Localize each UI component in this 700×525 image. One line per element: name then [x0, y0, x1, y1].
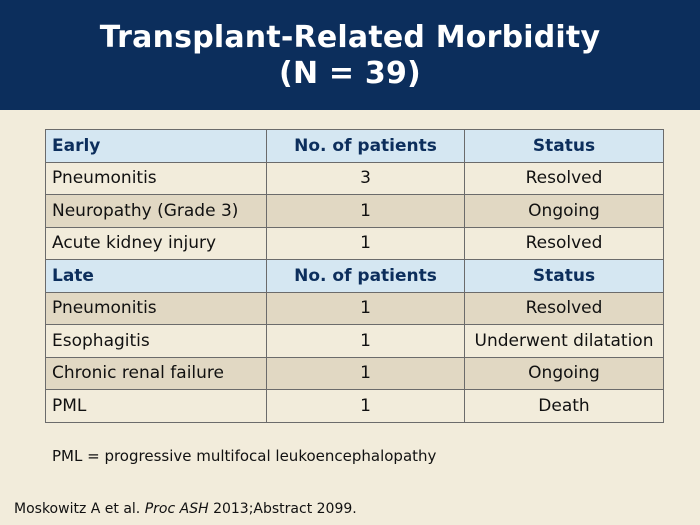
column-header-patients: No. of patients — [267, 130, 465, 163]
status-cell: Ongoing — [465, 195, 664, 228]
citation-authors: Moskowitz A et al. — [14, 501, 141, 517]
table-row — [46, 390, 664, 423]
abbreviation-footnote: PML = progressive multifocal leukoencephalopathy — [52, 447, 437, 465]
citation — [14, 501, 357, 517]
patients-cell: 1 — [267, 227, 465, 260]
event-cell: Pneumonitis — [46, 292, 267, 325]
table-row — [46, 162, 664, 195]
status-cell: Resolved — [465, 162, 664, 195]
column-header-status: Status — [465, 130, 664, 163]
table-row — [46, 227, 664, 260]
patients-cell: 1 — [267, 325, 465, 358]
column-header-status: Status — [465, 260, 664, 293]
morbidity-table — [45, 129, 664, 423]
table-row — [46, 325, 664, 358]
slide-title: Transplant-Related Morbidity — [99, 20, 601, 55]
status-cell: Ongoing — [465, 357, 664, 390]
status-cell: Death — [465, 390, 664, 423]
event-cell: Chronic renal failure — [46, 357, 267, 390]
table-row — [46, 292, 664, 325]
patients-cell: 1 — [267, 390, 465, 423]
status-cell: Resolved — [465, 227, 664, 260]
status-cell: Resolved — [465, 292, 664, 325]
section-label-late: Late — [46, 260, 267, 293]
patients-cell: 1 — [267, 292, 465, 325]
event-cell: PML — [46, 390, 267, 423]
table-header-row-early — [46, 130, 664, 163]
table-row — [46, 195, 664, 228]
citation-journal: Proc ASH — [144, 501, 209, 517]
event-cell: Pneumonitis — [46, 162, 267, 195]
slide-subtitle: (N = 39) — [279, 56, 421, 91]
table-header-row-late — [46, 260, 664, 293]
patients-cell: 1 — [267, 195, 465, 228]
event-cell: Esophagitis — [46, 325, 267, 358]
column-header-patients: No. of patients — [267, 260, 465, 293]
status-cell: Underwent dilatation — [465, 325, 664, 358]
slide-header — [0, 0, 700, 110]
event-cell: Acute kidney injury — [46, 227, 267, 260]
section-label-early: Early — [46, 130, 267, 163]
citation-details: 2013;Abstract 2099. — [213, 501, 357, 517]
table-row — [46, 357, 664, 390]
patients-cell: 3 — [267, 162, 465, 195]
event-cell: Neuropathy (Grade 3) — [46, 195, 267, 228]
patients-cell: 1 — [267, 357, 465, 390]
